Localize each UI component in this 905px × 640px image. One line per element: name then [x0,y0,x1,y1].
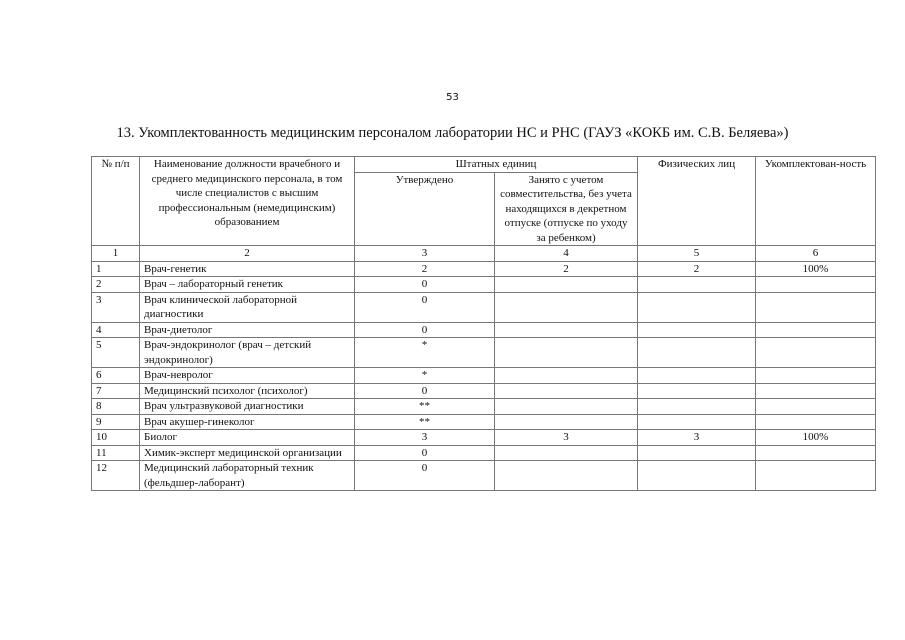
row-approved-cell: 0 [355,445,495,461]
row-occupied-cell [495,445,638,461]
row-physical-cell: 3 [638,430,756,446]
row-occupied-cell [495,383,638,399]
row-num-cell: 5 [92,338,140,368]
table-row [92,445,876,461]
row-occupied-cell [495,461,638,491]
row-staffing-cell [756,461,876,491]
table-row [92,277,876,293]
row-occupied-cell [495,277,638,293]
row-num-cell: 1 [92,261,140,277]
row-physical-cell [638,399,756,415]
row-physical-cell [638,461,756,491]
document-title: 13. Укомплектованность медицинским персоналом лаборатории НС и РНС (ГАУЗ «КОКБ им. С.В. Беляева») [116,125,789,141]
row-num-cell: 6 [92,368,140,384]
row-position-cell: Врач-генетик [140,261,355,277]
row-physical-cell [638,292,756,322]
row-position-cell: Медицинский психолог (психолог) [140,383,355,399]
table-row [92,322,876,338]
row-position-cell: Врач клинической лабораторной диагностики [140,292,355,322]
header-position: Наименование должности врачебного и среднего медицинского персонала, в том числе специалистов с высшим профессиональным (немедицинским) образованием [140,157,355,246]
row-staffing-cell [756,414,876,430]
row-num-cell: 10 [92,430,140,446]
row-occupied-cell: 3 [495,430,638,446]
row-occupied-cell [495,292,638,322]
page-number: 53 [446,92,459,103]
column-number: 5 [638,246,756,262]
header-staff-units: Штатных единиц [355,157,638,173]
row-approved-cell: 2 [355,261,495,277]
row-num-cell: 9 [92,414,140,430]
header-approved: Утверждено [355,172,495,246]
row-occupied-cell [495,322,638,338]
row-staffing-cell [756,445,876,461]
row-position-cell: Химик-эксперт медицинской организации [140,445,355,461]
row-position-cell: Биолог [140,430,355,446]
table-row [92,399,876,415]
row-occupied-cell [495,338,638,368]
row-approved-cell: ** [355,399,495,415]
row-num-cell: 7 [92,383,140,399]
column-number: 2 [140,246,355,262]
row-position-cell: Врач-невролог [140,368,355,384]
row-physical-cell [638,277,756,293]
table-row [92,338,876,368]
row-staffing-cell [756,338,876,368]
table-row [92,414,876,430]
row-staffing-cell [756,368,876,384]
row-occupied-cell [495,399,638,415]
row-staffing-cell [756,383,876,399]
row-num-cell: 4 [92,322,140,338]
column-number: 4 [495,246,638,262]
row-physical-cell [638,368,756,384]
column-number: 3 [355,246,495,262]
row-physical-cell [638,383,756,399]
row-occupied-cell [495,368,638,384]
header-physical: Физических лиц [638,157,756,246]
column-number: 1 [92,246,140,262]
table-row [92,430,876,446]
row-num-cell: 11 [92,445,140,461]
row-num-cell: 8 [92,399,140,415]
row-approved-cell: ** [355,414,495,430]
table-row [92,383,876,399]
row-occupied-cell [495,414,638,430]
table-row [92,461,876,491]
row-staffing-cell [756,292,876,322]
row-physical-cell [638,414,756,430]
row-position-cell: Врач-эндокринолог (врач – детский эндокринолог) [140,338,355,368]
row-approved-cell: 0 [355,292,495,322]
row-approved-cell: 3 [355,430,495,446]
table-row [92,368,876,384]
row-staffing-cell [756,399,876,415]
row-approved-cell: 0 [355,277,495,293]
header-staffing: Укомплектован-ность [756,157,876,246]
row-approved-cell: 0 [355,461,495,491]
row-staffing-cell [756,322,876,338]
row-staffing-cell: 100% [756,261,876,277]
row-num-cell: 2 [92,277,140,293]
row-staffing-cell: 100% [756,430,876,446]
row-physical-cell [638,445,756,461]
table-row [92,261,876,277]
table-row [92,292,876,322]
row-num-cell: 12 [92,461,140,491]
row-position-cell: Врач-диетолог [140,322,355,338]
row-position-cell: Врач – лабораторный генетик [140,277,355,293]
header-occupied: Занято с учетом совместительства, без учета находящихся в декретном отпуске (отпуске по уходу за ребенком) [495,172,638,246]
header-row [92,157,876,173]
column-numbers-row [92,246,876,262]
row-approved-cell: 0 [355,383,495,399]
row-num-cell: 3 [92,292,140,322]
row-approved-cell: * [355,368,495,384]
row-occupied-cell: 2 [495,261,638,277]
row-position-cell: Врач ультразвуковой диагностики [140,399,355,415]
column-number: 6 [756,246,876,262]
staffing-table [91,156,876,491]
row-approved-cell: * [355,338,495,368]
header-num: № п/п [92,157,140,246]
row-position-cell: Медицинский лабораторный техник (фельдшер-лаборант) [140,461,355,491]
row-physical-cell [638,338,756,368]
row-approved-cell: 0 [355,322,495,338]
row-physical-cell [638,322,756,338]
row-staffing-cell [756,277,876,293]
row-physical-cell: 2 [638,261,756,277]
row-position-cell: Врач акушер-гинеколог [140,414,355,430]
